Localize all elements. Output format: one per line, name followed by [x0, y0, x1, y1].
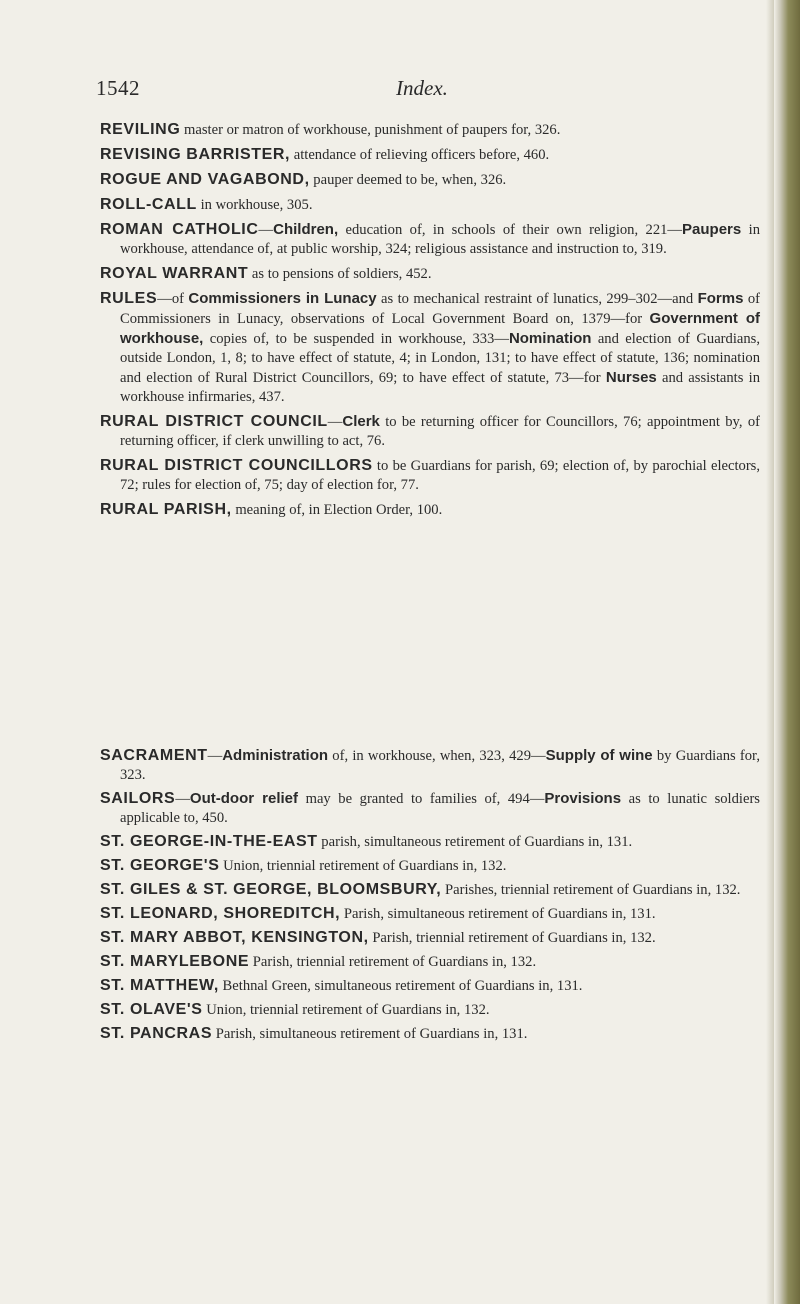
- book-page-edge: [774, 0, 800, 1304]
- entry-text: and assistants in workhouse infirmaries, 437.: [120, 370, 760, 405]
- entry-text: attendance of relieving officers before, 460.: [290, 147, 550, 163]
- index-entry: [100, 928, 760, 948]
- entry-subheading: Commissioners in Lunacy: [188, 290, 377, 307]
- index-entries-r: [100, 120, 760, 525]
- entry-subheading: Nurses: [605, 369, 657, 386]
- index-entry: [100, 832, 760, 852]
- entry-headword: ST. GEORGE'S: [100, 857, 220, 874]
- entry-subheading: Out-door relief: [189, 790, 299, 807]
- index-entry: [100, 789, 760, 828]
- entry-headword: ST. LEONARD, SHOREDITCH,: [100, 905, 341, 922]
- index-entry: [100, 880, 760, 900]
- entry-subheading: Government of workhouse,: [120, 310, 760, 347]
- entry-subheading: Provisions: [544, 790, 622, 807]
- index-entry: [100, 220, 760, 259]
- entry-text: and election of Guardians, outside London, 1, 8; to have effect of statute, 4; in London, 131; to have effect of statute, 136; nomination and election of Rural District Councillors, 69; to have effect of statute, 73—for: [120, 331, 760, 386]
- entry-headword: RURAL DISTRICT COUNCILLORS: [100, 457, 373, 474]
- entry-subheading: Administration: [222, 747, 329, 764]
- index-entry: [100, 976, 760, 996]
- entry-text: Bethnal Green, simultaneous retirement of Guardians in, 131.: [218, 978, 583, 994]
- entry-text: parish, simultaneous retirement of Guardians in, 131.: [317, 834, 633, 850]
- entry-headword: REVISING BARRISTER,: [100, 146, 291, 163]
- entry-text: of Commissioners in Lunacy, observations of Local Government Board on, 1379—for: [120, 291, 760, 327]
- entry-text: may be granted to families of, 494—: [298, 791, 545, 807]
- entry-headword: ROGUE AND VAGABOND,: [100, 171, 310, 188]
- entry-headword: ROYAL WARRANT: [100, 265, 249, 282]
- entry-text: Parish, triennial retirement of Guardians in, 132.: [368, 930, 656, 946]
- index-entry: [100, 195, 760, 215]
- entry-text: —of: [157, 291, 189, 307]
- entry-headword: REVILING: [100, 121, 181, 138]
- index-entry: [100, 1024, 760, 1044]
- entry-text: education of, in schools of their own religion, 221—: [338, 222, 683, 238]
- book-page-edge-shadow: [766, 0, 774, 1304]
- index-entry: [100, 952, 760, 972]
- entry-text: master or matron of workhouse, punishment of paupers for, 326.: [180, 122, 561, 138]
- entry-headword: ST. MARY ABBOT, KENSINGTON,: [100, 929, 369, 946]
- entry-text: Union, triennial retirement of Guardians in, 132.: [219, 858, 507, 874]
- entry-text: —: [175, 791, 190, 807]
- index-entries-s: [100, 746, 760, 1048]
- entry-subheading: Nomination: [508, 330, 592, 347]
- entry-subheading: Children,: [273, 221, 339, 238]
- entry-text: pauper deemed to be, when, 326.: [309, 172, 507, 188]
- entry-text: as to pensions of soldiers, 452.: [248, 266, 432, 282]
- entry-headword: ST. OLAVE'S: [100, 1001, 203, 1018]
- entry-text: by Guardians for, 323.: [120, 748, 760, 783]
- index-entry: [100, 170, 760, 190]
- entry-headword: SAILORS: [100, 790, 176, 807]
- index-entry: [100, 500, 760, 520]
- entry-subheading: Clerk: [342, 413, 380, 430]
- index-entry: [100, 412, 760, 451]
- entry-text: in workhouse, 305.: [196, 197, 313, 213]
- page-number: 1542: [96, 76, 140, 100]
- entry-subheading: Supply of wine: [545, 747, 653, 764]
- entry-text: Parishes, triennial retirement of Guardians in, 132.: [441, 882, 741, 898]
- entry-subheading: Paupers: [682, 221, 742, 238]
- index-entry: [100, 456, 760, 495]
- index-entry: [100, 746, 760, 785]
- entry-text: of, in workhouse, when, 323, 429—: [328, 748, 546, 764]
- entry-headword: SACRAMENT: [100, 747, 208, 764]
- entry-text: meaning of, in Election Order, 100.: [231, 502, 443, 518]
- index-entry: [100, 904, 760, 924]
- entry-text: copies of, to be suspended in workhouse, 333—: [203, 331, 509, 347]
- entry-headword: RURAL DISTRICT COUNCIL: [100, 413, 328, 430]
- index-entry: [100, 264, 760, 284]
- entry-headword: RURAL PARISH,: [100, 501, 232, 518]
- page-header: [96, 76, 756, 106]
- entry-text: to be Guardians for parish, 69; election of, by parochial electors, 72; rules for election of, 75; day of election for, 77.: [120, 458, 761, 493]
- entry-headword: ST. GEORGE-IN-THE-EAST: [100, 833, 318, 850]
- index-entry: [100, 145, 760, 165]
- entry-text: —: [327, 414, 343, 430]
- entry-text: Union, triennial retirement of Guardians in, 132.: [202, 1002, 490, 1018]
- entry-headword: RULES: [100, 290, 158, 307]
- entry-text: to be returning officer for Councillors, 76; appointment by, of returning officer, if clerk unwilling to act, 76.: [120, 414, 760, 449]
- index-entry: [100, 289, 760, 407]
- entry-text: Parish, triennial retirement of Guardians in, 132.: [249, 954, 537, 970]
- running-title: Index.: [396, 76, 448, 100]
- entry-headword: ROMAN CATHOLIC: [100, 221, 259, 238]
- entry-text: Parish, simultaneous retirement of Guardians in, 131.: [340, 906, 656, 922]
- entry-headword: ROLL-CALL: [100, 196, 197, 213]
- entry-headword: ST. PANCRAS: [100, 1025, 213, 1042]
- entry-text: Parish, simultaneous retirement of Guardians in, 131.: [212, 1026, 528, 1042]
- entry-text: in workhouse, attendance of, at public worship, 324; religious assistance and instruction to, 319.: [120, 222, 760, 257]
- entry-text: —: [207, 748, 223, 764]
- entry-headword: ST. MATTHEW,: [100, 977, 219, 994]
- index-entry: [100, 856, 760, 876]
- entry-text: as to lunatic soldiers applicable to, 450.: [120, 791, 760, 826]
- index-entry: [100, 1000, 760, 1020]
- entry-headword: ST. MARYLEBONE: [100, 953, 250, 970]
- entry-subheading: Forms: [697, 290, 744, 307]
- index-entry: [100, 120, 760, 140]
- entry-text: —: [258, 222, 274, 238]
- entry-text: as to mechanical restraint of lunatics, 299–302—and: [376, 291, 698, 307]
- entry-headword: ST. GILES & ST. GEORGE, BLOOMSBURY,: [100, 881, 442, 898]
